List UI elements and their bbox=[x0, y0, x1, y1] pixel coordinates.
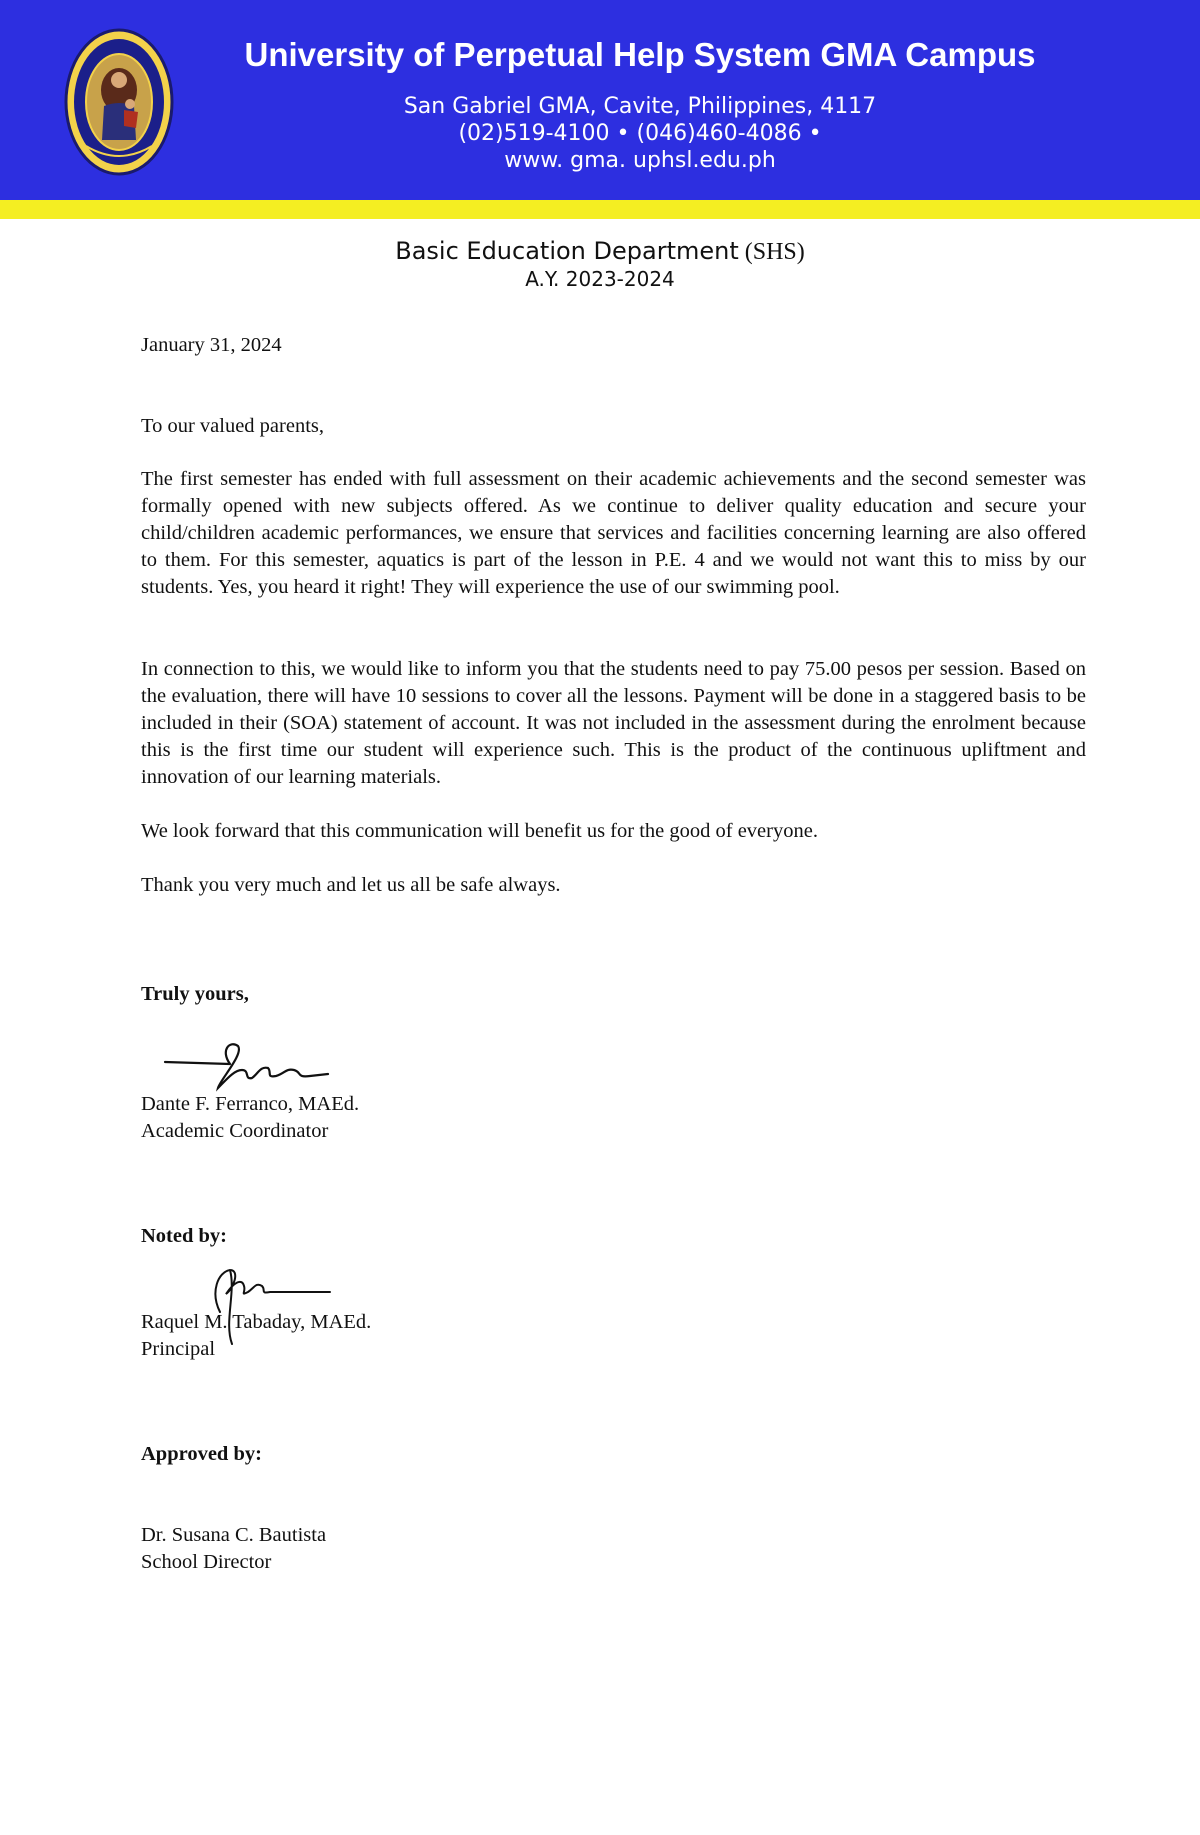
campus-address: San Gabriel GMA, Cavite, Philippines, 4117 bbox=[403, 94, 877, 119]
salutation: To our valued parents, bbox=[141, 415, 325, 437]
academic-year: A.Y. 2023-2024 bbox=[525, 267, 675, 291]
department-name: Basic Education Department bbox=[395, 237, 739, 265]
paragraph-3: We look forward that this communication will benefit us for the good of everyone. bbox=[141, 820, 818, 842]
paragraph-4: Thank you very much and let us all be safe always. bbox=[141, 874, 561, 896]
signatory-3-title: School Director bbox=[141, 1551, 272, 1573]
noted-by-label: Noted by: bbox=[141, 1225, 227, 1247]
letter-date: January 31, 2024 bbox=[141, 334, 282, 356]
department-heading bbox=[0, 237, 1200, 266]
signatory-1-title: Academic Coordinator bbox=[141, 1120, 329, 1142]
closing: Truly yours, bbox=[141, 983, 249, 1005]
signatory-2-title: Principal bbox=[141, 1338, 216, 1360]
campus-website: www. gma. uphsl.edu.ph bbox=[504, 148, 776, 173]
paragraph-2: In connection to this, we would like to inform you that the students need to pay 75.00 pesos per session. Based on the evaluation, there will have 10 sessions to cover all the lessons. Payment will be done in a staggered basis to be included in their (SOA) statement of account. It was not included in the assessment during the enrolment because this is the first time our student will experience such. This is the product of the continuous upliftment and innovation of our learning materials. bbox=[141, 658, 1086, 788]
campus-phones: (02)519-4100 • (046)460-4086 • bbox=[458, 121, 822, 146]
signatory-2-name: Raquel M. Tabaday, MAEd. bbox=[141, 1311, 372, 1333]
university-name: University of Perpetual Help System GMA Campus bbox=[244, 36, 1036, 73]
signatory-1-name: Dante F. Ferranco, MAEd. bbox=[141, 1093, 360, 1115]
approved-by-label: Approved by: bbox=[141, 1443, 262, 1465]
signatory-3-name: Dr. Susana C. Bautista bbox=[141, 1524, 327, 1546]
department-suffix: (SHS) bbox=[744, 239, 805, 265]
letterhead-stripe bbox=[0, 200, 1200, 219]
university-seal-icon bbox=[64, 28, 174, 176]
paragraph-1: The first semester has ended with full assessment on their academic achievements and the second semester was formally opened with new subjects offered. As we continue to deliver quality education and secure your child/children academic performances, we ensure that services and facilities concerning learning are also offered to them. For this semester, aquatics is part of the lesson in P.E. 4 and we would not want this to miss by our students. Yes, you heard it right! They will experience the use of our swimming pool. bbox=[141, 468, 1086, 598]
